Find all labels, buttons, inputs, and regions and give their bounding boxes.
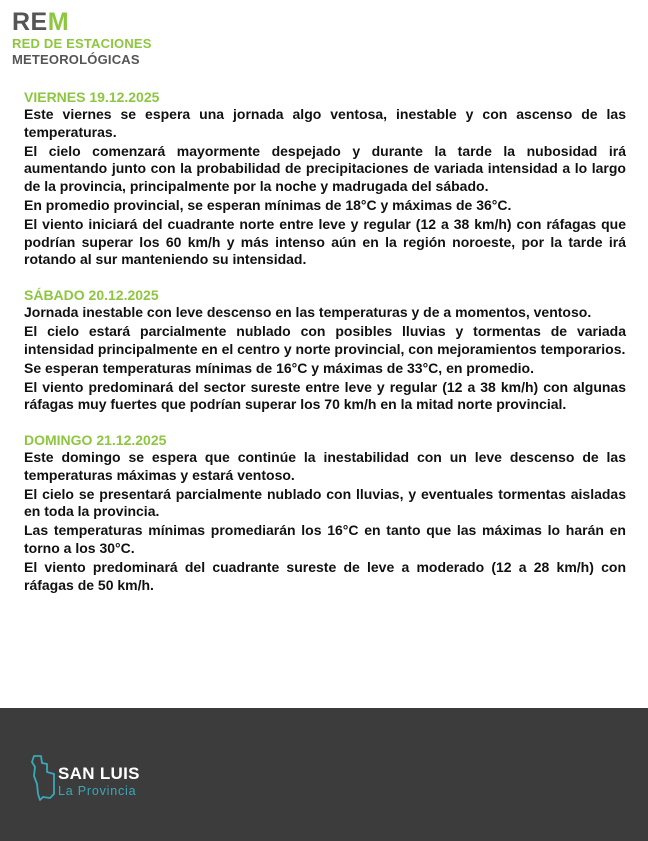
forecast-paragraph: El viento iniciará del cuadrante norte entre leve y regular (12 a 38 km/h) con ráfagas que podrían superar los 60 km/h y más intenso aún en la región noroeste, por la tarde irá rotando al sur manteniendo su intensidad. [24, 216, 626, 268]
forecast-day-friday [24, 89, 626, 269]
rem-logo-part1: RE [12, 8, 48, 36]
day-title: DOMINGO 21.12.2025 [24, 431, 167, 448]
forecast-paragraph: Jornada inestable con leve descenso en las temperaturas y de a momentos, ventoso. [24, 303, 592, 320]
san-luis-subtitle: La Provincia [58, 784, 137, 798]
forecast-paragraph: Las temperaturas mínimas promediarán los 16°C en tanto que las máximas lo harán en torno a los 30°C. [24, 522, 626, 556]
rem-logo [12, 8, 152, 36]
rem-logo-part2: M [47, 8, 70, 36]
forecast-paragraph: En promedio provincial, se esperan mínimas de 18°C y máximas de 36°C. [24, 196, 512, 213]
day-title: SÁBADO 20.12.2025 [24, 286, 159, 303]
forecast-paragraph: El viento predominará del cuadrante sureste de leve a moderado (12 a 28 km/h) con ráfagas de 50 km/h. [24, 558, 626, 593]
forecast-paragraph: Este viernes se espera una jornada algo ventosa, inestable y con ascenso de las temperaturas. [24, 106, 626, 140]
san-luis-logo [58, 764, 140, 798]
day-title: VIERNES 19.12.2025 [24, 89, 160, 105]
forecast-day-saturday [24, 287, 626, 414]
forecast-content [24, 89, 626, 612]
forecast-paragraph: El cielo se presentará parcialmente nublado con lluvias, y eventuales tormentas aisladas en toda la provincia. [24, 485, 626, 520]
forecast-paragraph: Se esperan temperaturas mínimas de 16°C y máximas de 33°C, en promedio. [24, 359, 534, 376]
forecast-paragraph: El cielo estará parcialmente nublado con posibles lluvias y tormentas de variada intensidad principalmente en el centro y norte provincial, con mejoramientos temporarios. [24, 322, 626, 357]
san-luis-name: SAN LUIS [58, 764, 140, 783]
forecast-paragraph: El viento predominará del sector sureste entre leve y regular (12 a 38 km/h) con algunas ráfagas muy fuertes que podrían superar los 70 km/h en la mitad norte provincial. [24, 378, 626, 413]
forecast-day-sunday [24, 432, 626, 594]
rem-line-1: RED DE ESTACIONES [12, 36, 152, 51]
footer-bar [0, 708, 648, 841]
rem-brand [12, 8, 152, 68]
forecast-paragraph: Este domingo se espera que continúe la inestabilidad con un leve descenso de las temperaturas máximas y estará ventoso. [24, 448, 626, 483]
forecast-paragraph: El cielo comenzará mayormente despejado y durante la tarde la nubosidad irá aumentando junto con la probabilidad de precipitaciones de variada intensidad a lo largo de la provincia, principalmente por la noche y madrugada del sábado. [24, 142, 626, 194]
san-luis-province-outline-icon [30, 754, 56, 802]
rem-line-2: METEOROLÓGICAS [12, 52, 140, 67]
